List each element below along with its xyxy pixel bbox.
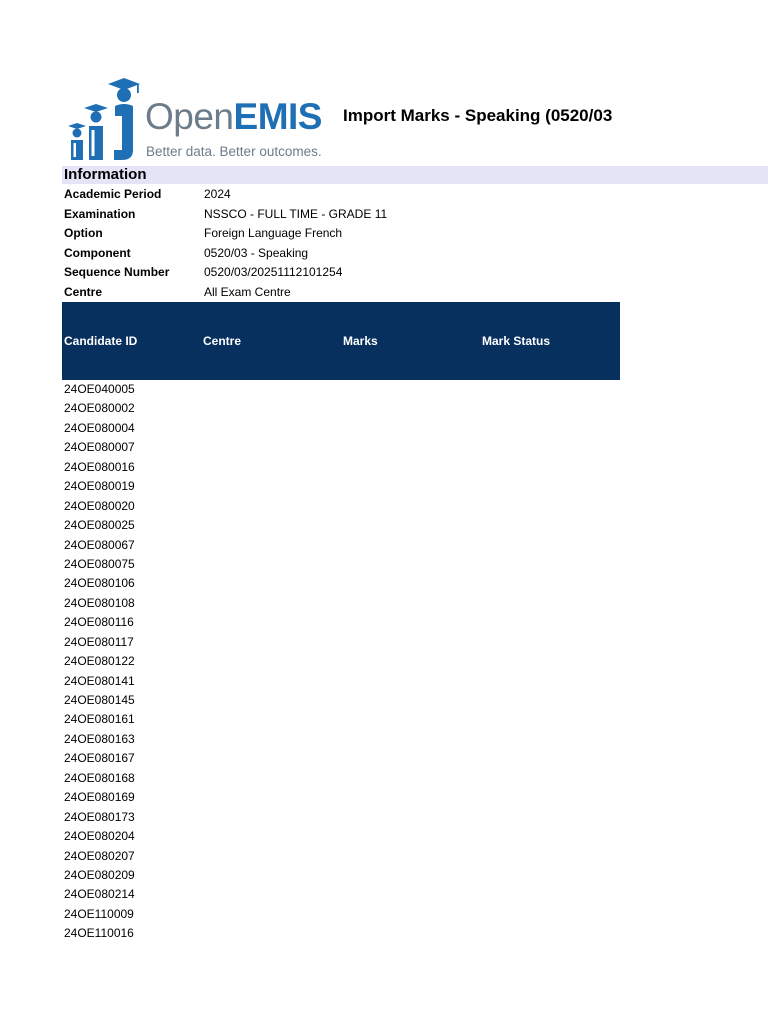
candidate-id-cell: 24OE080204 — [64, 829, 135, 844]
candidate-id-cell: 24OE080145 — [64, 693, 135, 707]
candidate-id-cell: 24OE080173 — [64, 809, 135, 824]
info-label: Option — [64, 226, 103, 240]
candidate-id-cell: 24OE080025 — [64, 518, 135, 533]
candidate-id-cell: 24OE080141 — [64, 673, 135, 688]
candidate-id-cell: 24OE040005 — [64, 382, 135, 396]
info-value: Foreign Language French — [204, 226, 343, 240]
candidate-list — [64, 380, 135, 944]
candidate-id-cell: 24OE080020 — [64, 498, 135, 513]
candidate-id-cell: 24OE080209 — [64, 867, 135, 882]
info-label: Examination — [64, 206, 136, 221]
brand-name: OpenEMIS — [145, 96, 322, 137]
information-band — [62, 166, 768, 184]
candidate-id-cell: 24OE110009 — [64, 906, 134, 921]
information-heading: Information — [64, 166, 147, 183]
graduates-icon — [68, 76, 144, 164]
info-label: Sequence Number — [64, 265, 170, 279]
candidate-id-cell: 24OE080167 — [64, 751, 135, 766]
column-header-centre: Centre — [203, 334, 242, 348]
candidate-id-cell: 24OE080004 — [64, 420, 135, 435]
candidate-id-cell: 24OE080019 — [64, 479, 135, 494]
candidate-id-cell: 24OE080116 — [64, 615, 134, 630]
info-value: NSSCO - FULL TIME - GRADE 11 — [204, 206, 388, 221]
column-header-mark-status: Mark Status — [482, 334, 551, 348]
candidate-id-cell: 24OE080016 — [64, 459, 135, 474]
candidate-id-cell: 24OE080163 — [64, 731, 135, 746]
info-label: Centre — [64, 284, 103, 299]
brand-tagline: Better data. Better outcomes. — [146, 144, 322, 159]
candidate-id-cell: 24OE080161 — [64, 712, 135, 727]
candidate-id-cell: 24OE080067 — [64, 537, 135, 552]
candidate-id-cell: 24OE080007 — [64, 440, 135, 455]
info-label: Academic Period — [64, 187, 162, 201]
info-label: Component — [64, 245, 131, 260]
candidate-id-cell: 24OE080214 — [64, 887, 135, 902]
candidate-id-cell: 24OE080168 — [64, 770, 135, 785]
candidate-table-header — [62, 302, 620, 380]
info-value: 0520/03/20251112101254 — [204, 265, 343, 279]
candidate-id-cell: 24OE080106 — [64, 576, 135, 591]
column-header-candidate-id: Candidate ID — [64, 334, 138, 348]
info-value: 2024 — [204, 187, 231, 201]
info-value: 0520/03 - Speaking — [204, 245, 309, 260]
candidate-id-cell: 24OE080122 — [64, 654, 135, 669]
candidate-id-cell: 24OE080075 — [64, 556, 135, 571]
candidate-id-cell: 24OE080207 — [64, 848, 135, 863]
candidate-id-cell: 24OE110016 — [64, 926, 134, 941]
page-title: Import Marks - Speaking (0520/03 — [343, 106, 613, 125]
candidate-id-cell: 24OE080002 — [64, 401, 135, 416]
info-value: All Exam Centre — [204, 284, 291, 299]
candidate-id-cell: 24OE080169 — [64, 790, 135, 805]
candidate-id-cell: 24OE080117 — [64, 634, 134, 649]
candidate-id-cell: 24OE080108 — [64, 595, 135, 610]
column-header-marks: Marks — [343, 334, 378, 348]
openemis-logo — [68, 76, 340, 164]
